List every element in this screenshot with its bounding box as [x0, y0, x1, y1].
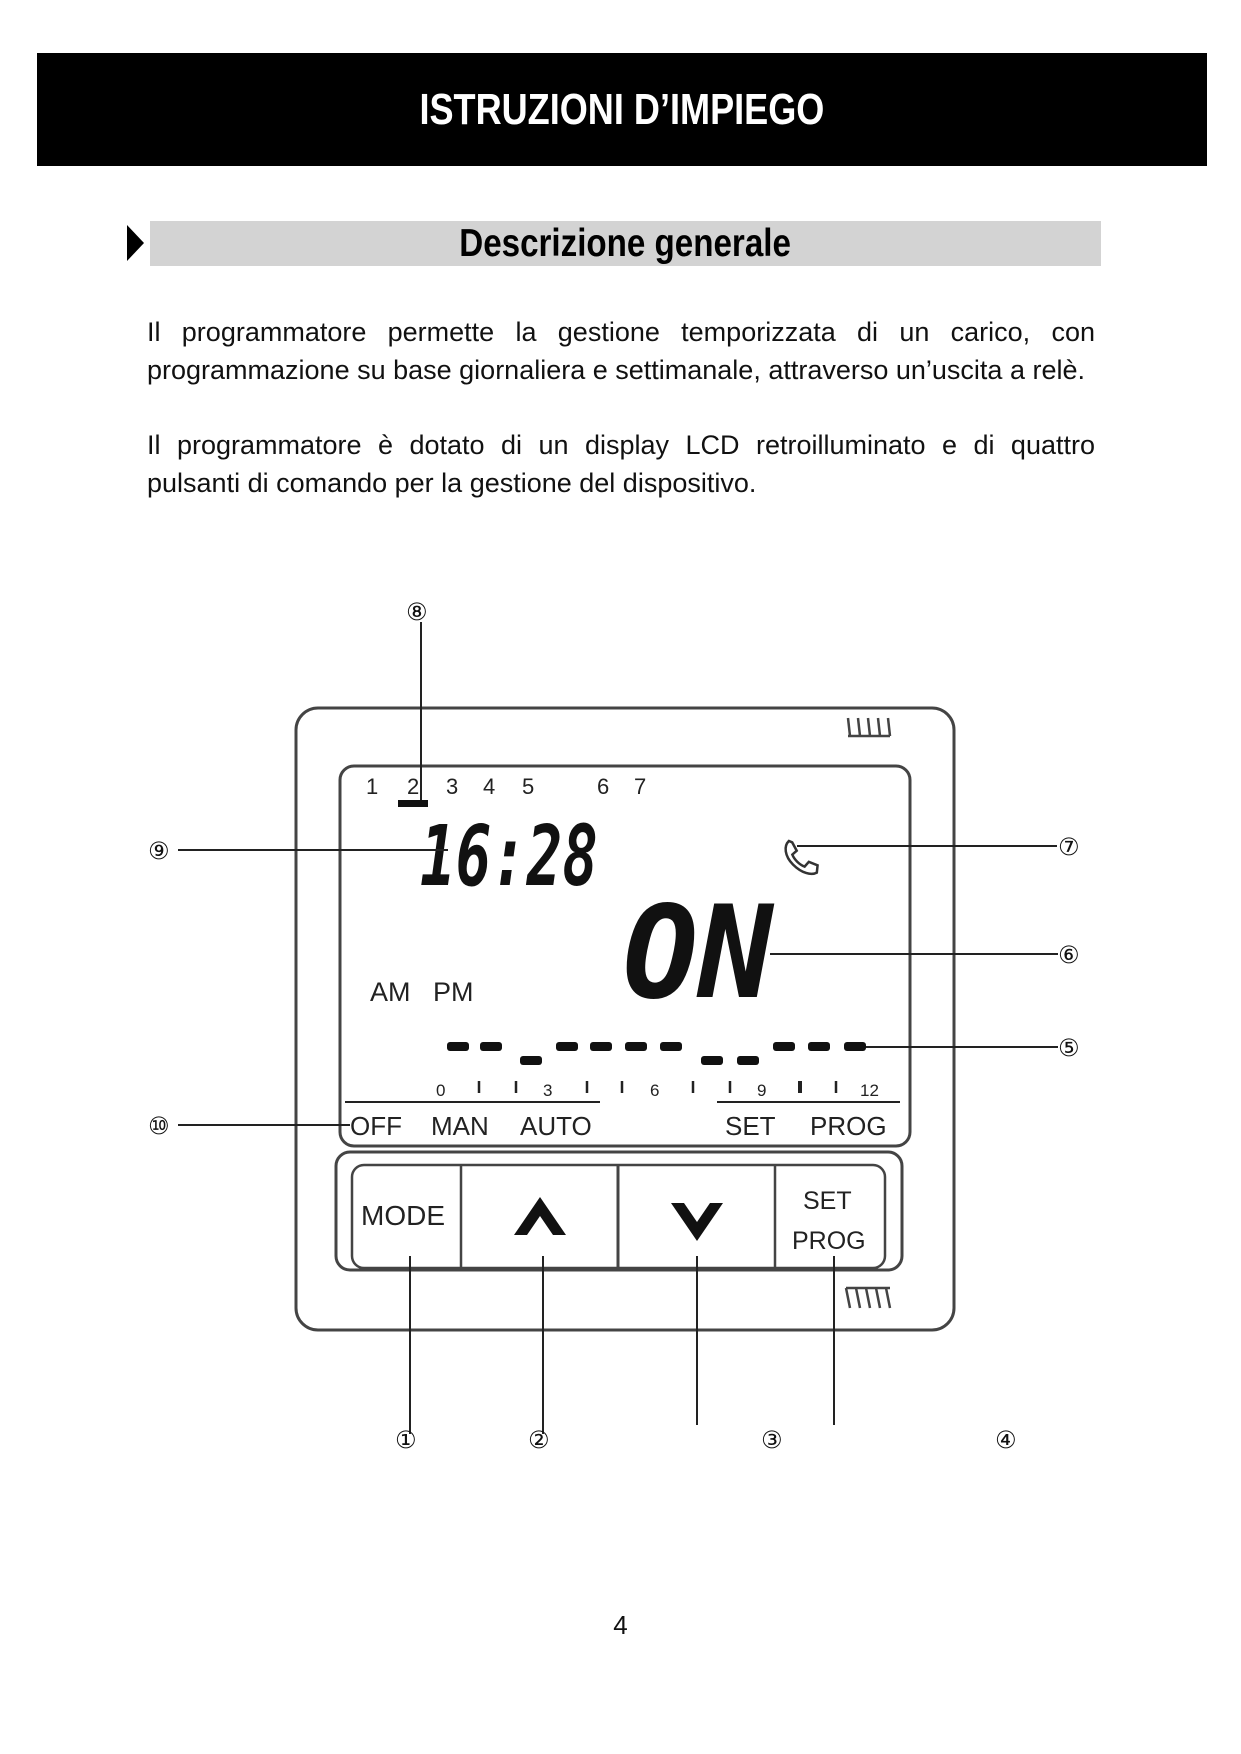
day-1: 1	[366, 774, 379, 799]
section-arrow-icon	[127, 225, 144, 261]
callout-9: ⑨	[148, 837, 170, 865]
day-5: 5	[522, 774, 535, 799]
page-number: 4	[613, 1610, 628, 1640]
time-display: 16:28	[420, 807, 598, 905]
scale-label-9: 9	[757, 1081, 767, 1100]
scale-label-12: 12	[860, 1081, 879, 1100]
callout-6: ⑥	[1058, 941, 1080, 969]
day-4: 4	[483, 774, 496, 799]
selected-day-underline	[398, 800, 428, 807]
scale-label-3: 3	[543, 1081, 553, 1100]
day-3: 3	[446, 774, 459, 799]
callout-5: ⑤	[1058, 1034, 1080, 1062]
device-diagram	[0, 580, 1241, 1480]
callout-4: ④	[995, 1426, 1017, 1454]
paragraph-intro: Il programmatore permette la gestione temporizzata di un carico, con programmazione su base giornaliera e settimanale, attraverso un’uscita a relè.	[147, 317, 1095, 385]
prog-button-label: PROG	[792, 1227, 866, 1255]
mode-off: OFF	[350, 1111, 402, 1141]
paragraph-display: Il programmatore è dotato di un display LCD retroilluminato e di quattro pulsanti di comando per la gestione del dispositivo.	[147, 430, 1095, 498]
set-prog-button[interactable]	[776, 1166, 884, 1267]
callout-10: ⑩	[148, 1112, 170, 1140]
day-6: 6	[597, 774, 610, 799]
pm-label: PM	[433, 977, 474, 1007]
header-bar	[37, 53, 1207, 166]
callout-7: ⑦	[1058, 833, 1080, 861]
am-label: AM	[370, 977, 411, 1007]
mode-set: SET	[725, 1111, 776, 1141]
callout-2: ②	[528, 1426, 550, 1454]
day-7: 7	[634, 774, 647, 799]
section-title: Descrizione generale	[459, 221, 792, 265]
scale-label-0: 0	[436, 1081, 446, 1100]
mode-man: MAN	[431, 1111, 489, 1141]
down-button[interactable]	[619, 1166, 774, 1267]
scale-label-6: 6	[650, 1081, 660, 1100]
callout-3: ③	[761, 1426, 783, 1454]
mode-button[interactable]	[353, 1166, 460, 1267]
set-button-label: SET	[803, 1187, 852, 1215]
callout-8: ⑧	[406, 598, 428, 626]
callout-1: ①	[395, 1426, 417, 1454]
mode-prog: PROG	[810, 1111, 887, 1141]
up-button[interactable]	[462, 1166, 617, 1267]
day-2: 2	[407, 774, 420, 799]
section-bar	[150, 221, 1101, 266]
header-title: ISTRUZIONI D’IMPIEGO	[419, 84, 825, 134]
mode-button-label: MODE	[361, 1200, 445, 1231]
status-display: ON	[623, 879, 775, 1028]
mode-auto: AUTO	[520, 1111, 592, 1141]
